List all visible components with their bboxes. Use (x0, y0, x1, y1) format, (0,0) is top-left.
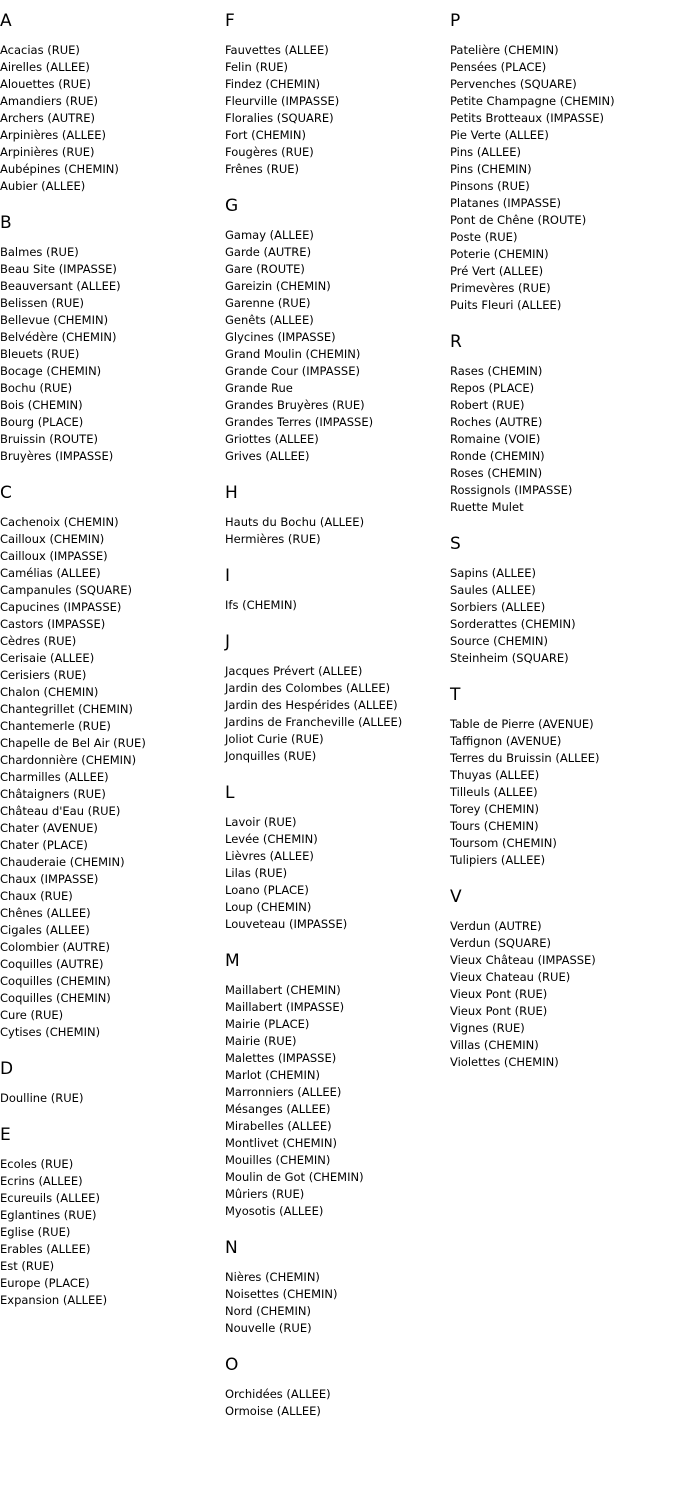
street-name: Fleurville (IMPASSE) (225, 94, 340, 108)
street-name: Camélias (ALLEE) (0, 566, 101, 580)
street-name: Erables (ALLEE) (0, 1242, 91, 1256)
street-name: Jardin des Hespérides (ALLEE) (225, 698, 398, 712)
section-letter-heading: F (225, 11, 235, 31)
street-name: Amandiers (RUE) (0, 94, 98, 108)
street-name: Grande Cour (IMPASSE) (225, 364, 360, 378)
street-name: Ronde (CHEMIN) (450, 449, 545, 463)
street-name: Aubier (ALLEE) (0, 179, 86, 193)
letter-section (225, 1354, 450, 1420)
street-name: Findez (CHEMIN) (225, 77, 321, 91)
street-name: Loup (CHEMIN) (225, 900, 312, 914)
street-name: Coquilles (CHEMIN) (0, 974, 111, 988)
street-name: Mairie (PLACE) (225, 1017, 310, 1031)
street-name: Steinheim (SQUARE) (450, 651, 569, 665)
street-name: Alouettes (RUE) (0, 77, 91, 91)
street-name: Cure (RUE) (0, 1008, 64, 1022)
street-name: Ecureuils (ALLEE) (0, 1191, 100, 1205)
street-name: Campanules (SQUARE) (0, 583, 132, 597)
street-name: Mouilles (CHEMIN) (225, 1153, 331, 1167)
street-name: Sorderattes (CHEMIN) (450, 617, 576, 631)
street-name: Pont de Chêne (ROUTE) (450, 213, 587, 227)
street-name: Castors (IMPASSE) (0, 617, 106, 631)
letter-section (225, 10, 450, 178)
street-name: Maillabert (CHEMIN) (225, 983, 341, 997)
street-name: Romaine (VOIE) (450, 432, 541, 446)
street-name: Thuyas (ALLEE) (450, 768, 540, 782)
street-name: Roches (AUTRE) (450, 415, 543, 429)
street-name: Chaux (IMPASSE) (0, 872, 99, 886)
street-name: Gare (ROUTE) (225, 262, 305, 276)
street-name: Lavoir (RUE) (225, 815, 297, 829)
street-name: Expansion (ALLEE) (0, 1293, 108, 1307)
letter-section (450, 10, 675, 314)
street-name: Vieux Pont (RUE) (450, 987, 548, 1001)
street-name: Grandes Terres (IMPASSE) (225, 415, 374, 429)
street-name: Balmes (RUE) (0, 245, 79, 259)
street-name: Garenne (RUE) (225, 296, 311, 310)
street-name: Petits Brotteaux (IMPASSE) (450, 111, 604, 125)
street-name: Mirabelles (ALLEE) (225, 1119, 332, 1133)
index-column-3 (450, 10, 675, 1088)
street-name: Vieux Chateau (RUE) (450, 970, 571, 984)
street-name: Orchidées (ALLEE) (225, 1387, 331, 1401)
street-name: Cèdres (RUE) (0, 634, 77, 648)
street-name: Ecoles (RUE) (0, 1157, 74, 1171)
street-name: Felin (RUE) (225, 60, 289, 74)
street-name: Bruissin (ROUTE) (0, 432, 98, 446)
street-name: Cigales (ALLEE) (0, 923, 90, 937)
section-letter-heading: H (225, 483, 238, 503)
street-name: Capucines (IMPASSE) (0, 600, 122, 614)
street-name: Primevères (RUE) (450, 281, 551, 295)
street-name: Jardin des Colombes (ALLEE) (225, 681, 391, 695)
section-letter-heading: L (225, 783, 235, 803)
street-name: Joliot Curie (RUE) (225, 732, 324, 746)
index-column-1 (0, 10, 225, 1326)
street-name: Maillabert (IMPASSE) (225, 1000, 345, 1014)
street-name: Vieux Pont (RUE) (450, 1004, 548, 1018)
section-letter-heading: R (450, 332, 462, 352)
street-name: Grives (ALLEE) (225, 449, 310, 463)
street-name: Jacques Prévert (ALLEE) (225, 664, 363, 678)
street-name: Taffignon (AVENUE) (450, 734, 562, 748)
street-name: Bruyères (IMPASSE) (0, 449, 114, 463)
street-name: Chantegrillet (CHEMIN) (0, 702, 133, 716)
street-name: Poste (RUE) (450, 230, 518, 244)
section-letter-heading: V (450, 887, 462, 907)
street-name: Ormoise (ALLEE) (225, 1404, 321, 1418)
street-name: Mairie (RUE) (225, 1034, 297, 1048)
street-name: Roses (CHEMIN) (450, 466, 543, 480)
section-letter-heading: P (450, 11, 461, 31)
street-name: Nières (CHEMIN) (225, 1270, 320, 1284)
street-name: Chater (AVENUE) (0, 821, 98, 835)
street-name: Arpinières (RUE) (0, 145, 95, 159)
street-name: Marlot (CHEMIN) (225, 1068, 320, 1082)
letter-section (0, 10, 225, 195)
street-name: Lièvres (ALLEE) (225, 849, 314, 863)
street-name: Garde (AUTRE) (225, 245, 312, 259)
street-name: Bocage (CHEMIN) (0, 364, 102, 378)
street-name: Archers (AUTRE) (0, 111, 95, 125)
street-name: Chaux (RUE) (0, 889, 73, 903)
street-name: Charmilles (ALLEE) (0, 770, 109, 784)
street-name: Beau Site (IMPASSE) (0, 262, 117, 276)
section-letter-heading: A (0, 11, 12, 31)
street-name: Ruette Mulet (450, 500, 524, 514)
street-name: Gamay (ALLEE) (225, 228, 314, 242)
street-name: Chapelle de Bel Air (RUE) (0, 736, 146, 750)
street-name: Château d'Eau (RUE) (0, 804, 121, 818)
letter-section (450, 331, 675, 516)
street-name: Marronniers (ALLEE) (225, 1085, 342, 1099)
street-name: Grande Rue (225, 381, 293, 395)
letter-section (450, 886, 675, 1071)
street-name: Châtaigners (RUE) (0, 787, 106, 801)
street-name: Chater (PLACE) (0, 838, 88, 852)
street-name: Chalon (CHEMIN) (0, 685, 99, 699)
index-column-2 (225, 10, 450, 1437)
street-name: Robert (RUE) (450, 398, 525, 412)
street-name: Airelles (ALLEE) (0, 60, 90, 74)
letter-section (0, 1124, 225, 1309)
street-name: Puits Fleuri (ALLEE) (450, 298, 562, 312)
street-name: Sapins (ALLEE) (450, 566, 536, 580)
street-name: Bellevue (CHEMIN) (0, 313, 109, 327)
section-letter-heading: G (225, 196, 239, 216)
street-name: Vieux Château (IMPASSE) (450, 953, 596, 967)
letter-section (225, 631, 450, 765)
street-name: Cerisaie (ALLEE) (0, 651, 95, 665)
street-name: Coquilles (CHEMIN) (0, 991, 111, 1005)
street-name: Pensées (PLACE) (450, 60, 547, 74)
section-letter-heading: I (225, 566, 231, 586)
street-name: Mésanges (ALLEE) (225, 1102, 331, 1116)
street-name: Bourg (PLACE) (0, 415, 84, 429)
section-letter-heading: N (225, 1238, 238, 1258)
street-name: Mûriers (RUE) (225, 1187, 305, 1201)
street-name: Repos (PLACE) (450, 381, 535, 395)
section-letter-heading: B (0, 213, 12, 233)
letter-section (0, 482, 225, 1041)
street-name: Pinsons (RUE) (450, 179, 530, 193)
street-name: Verdun (AUTRE) (450, 919, 542, 933)
street-name: Est (RUE) (0, 1259, 55, 1273)
street-name: Fauvettes (ALLEE) (225, 43, 329, 57)
street-name: Grandes Bruyères (RUE) (225, 398, 365, 412)
street-name: Beauversant (ALLEE) (0, 279, 121, 293)
street-name: Cachenoix (CHEMIN) (0, 515, 119, 529)
street-name: Terres du Bruissin (ALLEE) (450, 751, 600, 765)
street-name: Fort (CHEMIN) (225, 128, 306, 142)
street-name: Eglantines (RUE) (0, 1208, 97, 1222)
section-letter-heading: M (225, 951, 240, 971)
street-name: Myosotis (ALLEE) (225, 1204, 324, 1218)
street-name: Pie Verte (ALLEE) (450, 128, 549, 142)
street-name: Floralies (SQUARE) (225, 111, 334, 125)
street-name: Chauderaie (CHEMIN) (0, 855, 125, 869)
section-letter-heading: J (225, 632, 231, 652)
street-name: Cytises (CHEMIN) (0, 1025, 101, 1039)
street-name: Belissen (RUE) (0, 296, 85, 310)
street-name: Sorbiers (ALLEE) (450, 600, 546, 614)
street-name: Ifs (CHEMIN) (225, 598, 297, 612)
street-name: Poterie (CHEMIN) (450, 247, 549, 261)
street-name: Europe (PLACE) (0, 1276, 90, 1290)
street-name: Griottes (ALLEE) (225, 432, 319, 446)
street-name: Noisettes (CHEMIN) (225, 1287, 338, 1301)
street-name: Jardins de Francheville (ALLEE) (225, 715, 403, 729)
letter-section (0, 212, 225, 465)
street-name: Coquilles (AUTRE) (0, 957, 104, 971)
street-name: Ecrins (ALLEE) (0, 1174, 83, 1188)
letter-section (225, 950, 450, 1220)
street-name: Patelière (CHEMIN) (450, 43, 559, 57)
street-name: Rossignols (IMPASSE) (450, 483, 573, 497)
section-letter-heading: C (0, 483, 12, 503)
street-name: Chardonnière (CHEMIN) (0, 753, 137, 767)
street-name: Chênes (ALLEE) (0, 906, 91, 920)
street-name: Grand Moulin (CHEMIN) (225, 347, 361, 361)
section-letter-heading: S (450, 534, 461, 554)
street-name: Cerisiers (RUE) (0, 668, 87, 682)
street-name: Arpinières (ALLEE) (0, 128, 107, 142)
letter-section (225, 195, 450, 465)
street-name: Bois (CHEMIN) (0, 398, 83, 412)
street-name: Glycines (IMPASSE) (225, 330, 336, 344)
street-name: Tulipiers (ALLEE) (450, 853, 546, 867)
section-letter-heading: O (225, 1355, 239, 1375)
letter-section (225, 565, 450, 614)
section-letter-heading: E (0, 1125, 11, 1145)
street-name: Torey (CHEMIN) (450, 802, 539, 816)
street-name: Loano (PLACE) (225, 883, 309, 897)
street-name: Nord (CHEMIN) (225, 1304, 311, 1318)
street-name: Pré Vert (ALLEE) (450, 264, 544, 278)
street-name: Gareizin (CHEMIN) (225, 279, 331, 293)
street-name: Bochu (RUE) (0, 381, 73, 395)
street-name: Aubépines (CHEMIN) (0, 162, 119, 176)
street-name: Nouvelle (RUE) (225, 1321, 312, 1335)
letter-section (225, 482, 450, 548)
street-name: Platanes (IMPASSE) (450, 196, 561, 210)
street-name: Pins (CHEMIN) (450, 162, 532, 176)
street-name: Table de Pierre (AVENUE) (450, 717, 594, 731)
section-letter-heading: D (0, 1059, 14, 1079)
section-letter-heading: T (450, 685, 461, 705)
letter-section (0, 1058, 225, 1107)
street-name: Saules (ALLEE) (450, 583, 536, 597)
letter-section (450, 533, 675, 667)
street-name: Source (CHEMIN) (450, 634, 548, 648)
street-name: Eglise (RUE) (0, 1225, 71, 1239)
street-name: Lilas (RUE) (225, 866, 288, 880)
street-name: Tours (CHEMIN) (450, 819, 539, 833)
street-name: Cailloux (CHEMIN) (0, 532, 105, 546)
street-name: Hermières (RUE) (225, 532, 321, 546)
street-name: Verdun (SQUARE) (450, 936, 551, 950)
street-name: Louveteau (IMPASSE) (225, 917, 348, 931)
street-name: Belvédère (CHEMIN) (0, 330, 117, 344)
letter-section (225, 1237, 450, 1337)
street-name: Montlivet (CHEMIN) (225, 1136, 338, 1150)
street-name: Chantemerle (RUE) (0, 719, 111, 733)
street-name: Vignes (RUE) (450, 1021, 525, 1035)
street-name: Villas (CHEMIN) (450, 1038, 539, 1052)
street-name: Toursom (CHEMIN) (450, 836, 557, 850)
street-name: Hauts du Bochu (ALLEE) (225, 515, 365, 529)
street-name: Genêts (ALLEE) (225, 313, 314, 327)
street-name: Jonquilles (RUE) (225, 749, 317, 763)
street-name: Frênes (RUE) (225, 162, 299, 176)
street-name: Moulin de Got (CHEMIN) (225, 1170, 364, 1184)
street-name: Tilleuls (ALLEE) (450, 785, 538, 799)
street-name: Violettes (CHEMIN) (450, 1055, 559, 1069)
street-name: Pins (ALLEE) (450, 145, 521, 159)
letter-section (225, 782, 450, 933)
letter-section (450, 684, 675, 869)
street-name: Rases (CHEMIN) (450, 364, 543, 378)
street-name: Malettes (IMPASSE) (225, 1051, 337, 1065)
street-name: Colombier (AUTRE) (0, 940, 110, 954)
street-name: Cailloux (IMPASSE) (0, 549, 108, 563)
street-name: Pervenches (SQUARE) (450, 77, 577, 91)
street-name: Levée (CHEMIN) (225, 832, 318, 846)
street-name: Fougères (RUE) (225, 145, 314, 159)
street-name: Bleuets (RUE) (0, 347, 80, 361)
street-name: Doulline (RUE) (0, 1091, 84, 1105)
street-name: Petite Champagne (CHEMIN) (450, 94, 615, 108)
street-name: Acacias (RUE) (0, 43, 80, 57)
